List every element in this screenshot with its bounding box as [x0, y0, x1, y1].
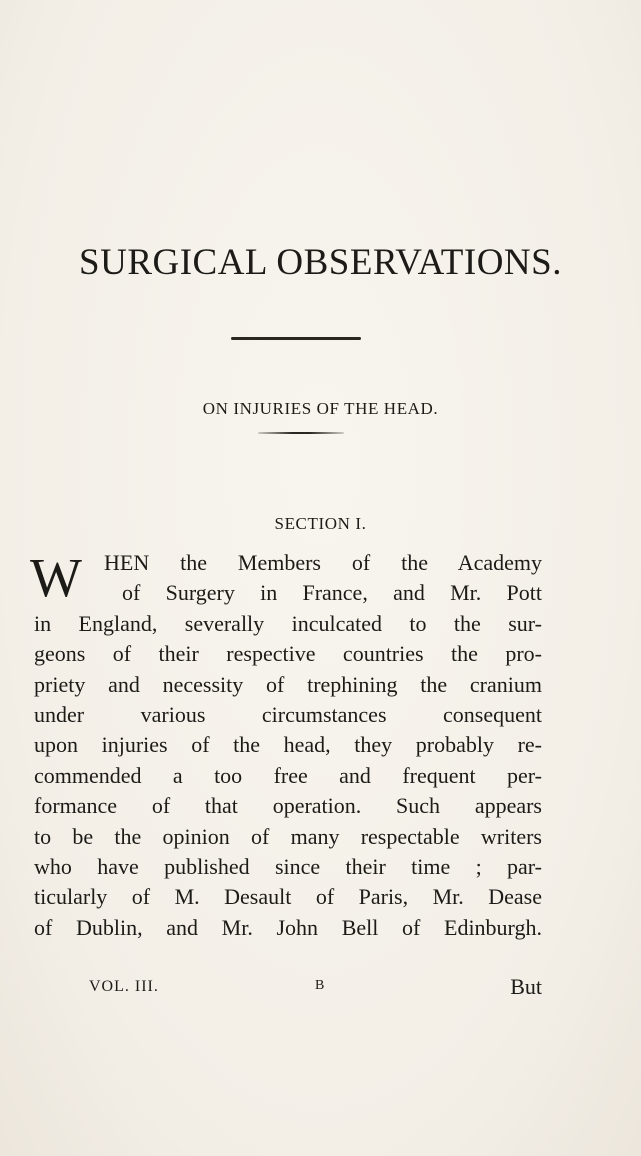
text-line: formance of that operation. Such appears [34, 793, 542, 819]
catchword: But [510, 974, 542, 999]
drop-cap: W [30, 547, 82, 608]
text-line: upon injuries of the head, they probably re- [34, 732, 542, 758]
text-line: geons of their respective countries the pro- [34, 641, 542, 667]
volume-label: VOL. III. [89, 978, 159, 995]
first-line: HEN the Members of the Academy [104, 550, 542, 575]
subtitle: ON INJURIES OF THE HEAD. [202, 399, 439, 418]
body-text [34, 548, 542, 943]
page-title: SURGICAL OBSERVATIONS. [79, 242, 562, 283]
subtitle-rule [258, 432, 344, 434]
title-rule [231, 337, 361, 340]
text-line: commended a too free and frequent per- [34, 762, 542, 788]
text-line: to be the opinion of many respectable writers [34, 823, 542, 849]
signature-mark: B [315, 978, 325, 993]
text-line: ticularly of M. Desault of Paris, Mr. Dease [34, 884, 542, 910]
text-line: who have published since their time ; par- [34, 854, 542, 880]
text-line: in England, severally inculcated to the sur- [34, 610, 542, 636]
text-line: of Dublin, and Mr. John Bell of Edinburgh. [34, 914, 542, 940]
text-line: under various circumstances consequent [34, 702, 542, 728]
section-heading: SECTION I. [274, 514, 367, 533]
text-line: priety and necessity of trephining the cranium [34, 671, 542, 697]
text-line: of Surgery in France, and Mr. Pott [122, 580, 542, 606]
page-footer [0, 974, 641, 1004]
